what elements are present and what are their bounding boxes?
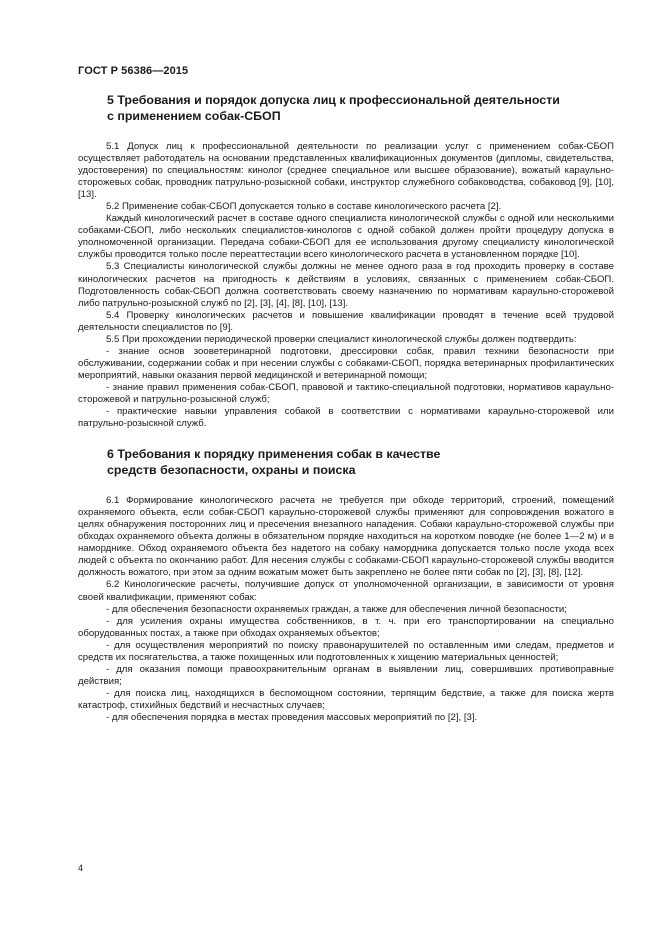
list-item-6-2-d: - для оказания помощи правоохранительным органам в выявлении лиц, совершивших противоправные действия; <box>78 663 614 687</box>
list-item-5-5-a: - знание основ зооветеринарной подготовки, дрессировки собак, правил техники безопасности при обслуживании, содержании собак и при несении службы с собаками-СБОП, порядка ветеринарных профилактических мероприятий, навыки оказания первой медицинской и ветеринарной помощи; <box>78 345 614 381</box>
section-6 <box>78 447 614 724</box>
paragraph-5-1: 5.1 Допуск лиц к профессиональной деятельности по реализации услуг с применением собак-СБОП осуществляет работодатель на основании представленных квалификационных документов (дипломы, свидетельства, удостоверения) по специальностям: кинолог (среднее специальное или высшее образование), вожатый караульно-сторожевых собак, проводник патрульно-розыскной собаки, инструктор служебного собаководства, собаковод [9], [10], [13]. <box>78 141 614 201</box>
section-5-title <box>78 93 614 124</box>
list-item-5-5-c: - практические навыки управления собакой в соответствии с нормативами караульно-сторожевой или патрульно-розыскной служб. <box>78 406 614 430</box>
list-item-6-2-e: - для поиска лиц, находящихся в беспомощном состоянии, терпящим бедствие, а также для поиска жертв катастроф, стихийных бедствий и несчастных случаев; <box>78 687 614 711</box>
list-item-5-5-b: - знание правил применения собак-СБОП, правовой и тактико-специальной подготовки, нормативов караульно-сторожевой и патрульно-розыскной служб; <box>78 381 614 405</box>
section-6-title-line-1: 6 Требования к порядку применения собак в качестве <box>107 447 441 462</box>
paragraph-6-2: 6.2 Кинологические расчеты, получившие допуск от уполномоченной организации, в зависимости от уровня своей квалификации, применяют собак: <box>78 579 614 603</box>
list-item-6-2-c: - для осуществления мероприятий по поиску правонарушителей по оставленным ими следам, предметов и средств их посягательства, а также похищенных или подготовленных к хищению материальных ценностей; <box>78 639 614 663</box>
document-code-header: ГОСТ Р 56386—2015 <box>78 65 189 77</box>
section-6-title <box>78 447 614 478</box>
page-content <box>78 93 614 724</box>
section-5-title-line-1: 5 Требования и порядок допуска лиц к профессиональной деятельности <box>107 93 560 107</box>
section-6-title-line-2: средств безопасности, охраны и поиска <box>107 462 356 477</box>
paragraph-6-1: 6.1 Формирование кинологического расчета не требуется при обходе территорий, строений, помещений охраняемого объекта, если собак-СБОП караульно-сторожевой службы применяют для сопровождения вожатого в целях обнаружения посторонних лиц и пресечения внезапного нападения. Собаки караульно-сторожевой службы при обходах охраняемого объекта должны в обязательном порядке находиться на коротком поводке (не более 1—2 м) и в наморднике. Обход охраняемого объекта без надетого на собаку намордника допускается только после ухода всех людей с объекта по окончанию работ. Для несения службы с собаками-СБОП караульно-сторожевой службы вводится должность вожатого, при этом за одним вожатым может быть закреплено не более пяти собак по [2], [3], [8], [12]. <box>78 495 614 579</box>
paragraph-5-3: 5.3 Специалисты кинологической службы должны не менее одного раза в год проходить проверку в составе кинологических расчетов на пригодность к действиям в условиях, связанных с применением собак-СБОП. Подготовленность собак-СБОП должна соответствовать своему назначению по нормативам караульно-сторожевой либо патрульно-розыскной служб по [2], [3], [4], [8], [10], [13]. <box>78 261 614 309</box>
paragraph-5-4: 5.4 Проверку кинологических расчетов и повышение квалификации проводят в течение всей трудовой деятельности специалистов по [9]. <box>78 309 614 333</box>
list-item-6-2-a: - для обеспечения безопасности охраняемых граждан, а также для обеспечения личной безопасности; <box>106 603 567 615</box>
paragraph-5-2: 5.2 Применение собак-СБОП допускается только в составе кинологического расчета [2]. <box>106 201 502 213</box>
paragraph-5-2-detail: Каждый кинологический расчет в составе одного специалиста кинологической службы с одной или несколькими собаками-СБОП, либо нескольких специалистов-кинологов с одной собакой должен пройти процедуру допуска в уполномоченной организации. Передача собаки-СБОП для ее использования другому специалисту кинологической службы проводится только после переаттестации всего кинологического расчета в установленном порядке [10]. <box>78 213 614 261</box>
section-5 <box>78 93 614 430</box>
page-number: 4 <box>78 863 84 873</box>
list-item-6-2-f: - для обеспечения порядка в местах проведения массовых мероприятий по [2], [3]. <box>106 711 478 723</box>
paragraph-5-5: 5.5 При прохождении периодической проверки специалист кинологической службы должен подтвердить: <box>106 333 577 345</box>
list-item-6-2-b: - для усиления охраны имущества собственников, в т. ч. при его транспортировании на специально оборудованных постах, а также при обходах охраняемых объектов; <box>78 615 614 639</box>
section-5-title-line-2: с применением собак-СБОП <box>107 108 281 123</box>
